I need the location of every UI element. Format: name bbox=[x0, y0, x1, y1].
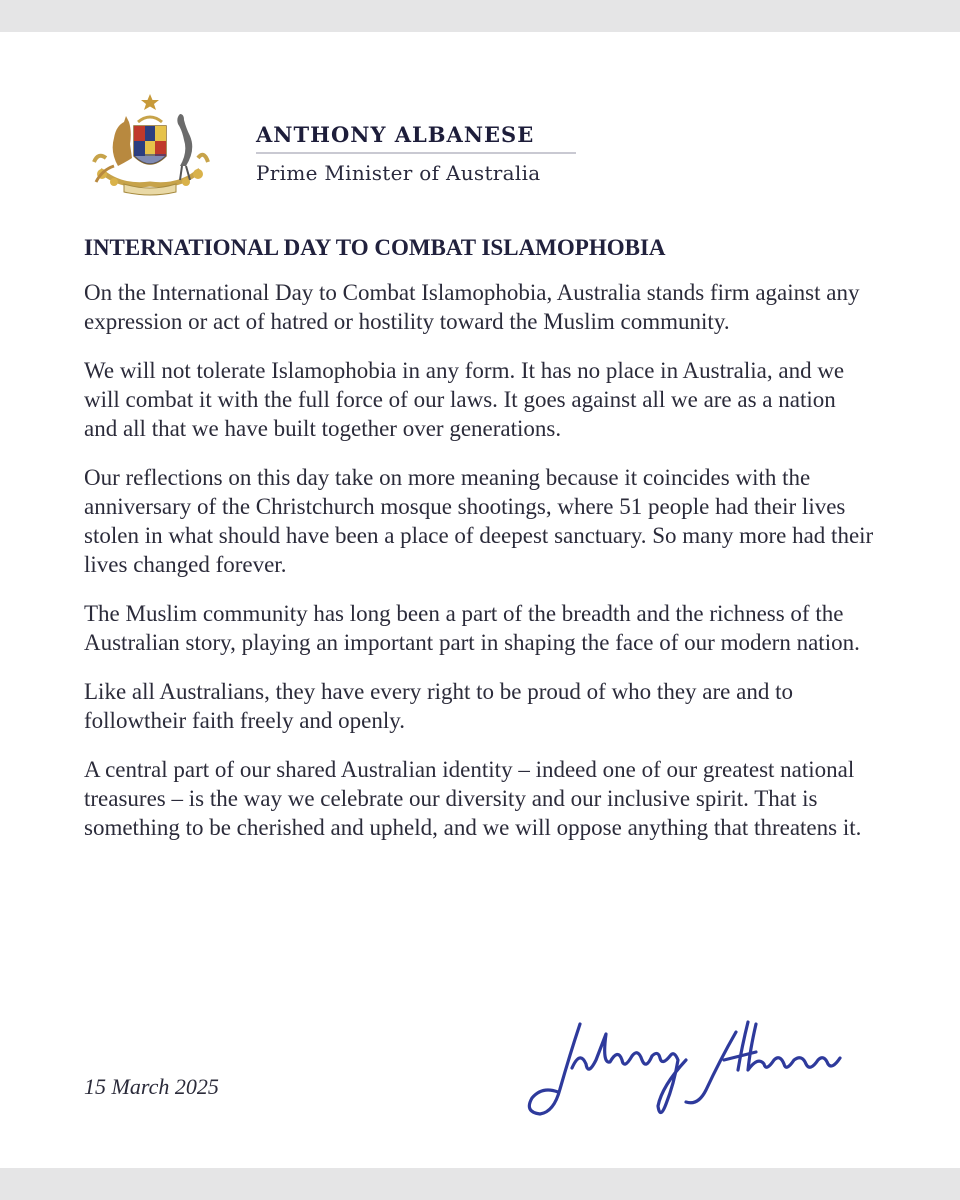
pm-title: Prime Minister of Australia bbox=[256, 161, 541, 185]
paragraph: On the International Day to Combat Islamophobia, Australia stands firm against any expression or act of hatred or hostility toward the Muslim community. bbox=[84, 280, 860, 334]
statement-date: 15 March 2025 bbox=[84, 1074, 219, 1099]
paragraph: Like all Australians, they have every right to be proud of who they are and to followtheir faith freely and openly. bbox=[84, 679, 793, 733]
paragraph: Our reflections on this day take on more meaning because it coincides with the anniversary of the Christchurch mosque shootings, where 51 people had their lives stolen in what should have been a place of deepest sanctuary. So many more had their lives changed forever. bbox=[84, 465, 874, 577]
paragraph: A central part of our shared Australian identity – indeed one of our greatest national treasures – is the way we celebrate our diversity and our inclusive spirit. That is something to be cherished and upheld, and we will oppose anything that threatens it. bbox=[84, 757, 862, 840]
coat-of-arms-icon bbox=[80, 92, 220, 198]
letterhead bbox=[80, 92, 780, 212]
statement-body bbox=[84, 234, 874, 862]
signature bbox=[510, 994, 850, 1134]
paragraph: The Muslim community has long been a part of the breadth and the richness of the Australian story, playing an important part in shaping the face of our modern nation. bbox=[84, 601, 860, 655]
paragraph: We will not tolerate Islamophobia in any form. It has no place in Australia, and we will combat it with the full force of our laws. It goes against all we are as a nation and all that we have built together over generations. bbox=[84, 358, 845, 441]
letterhead-text bbox=[256, 122, 576, 186]
letter-page bbox=[0, 32, 960, 1168]
statement-heading: INTERNATIONAL DAY TO COMBAT ISLAMOPHOBIA bbox=[84, 235, 666, 260]
pm-name: ANTHONY ALBANESE bbox=[256, 122, 576, 154]
